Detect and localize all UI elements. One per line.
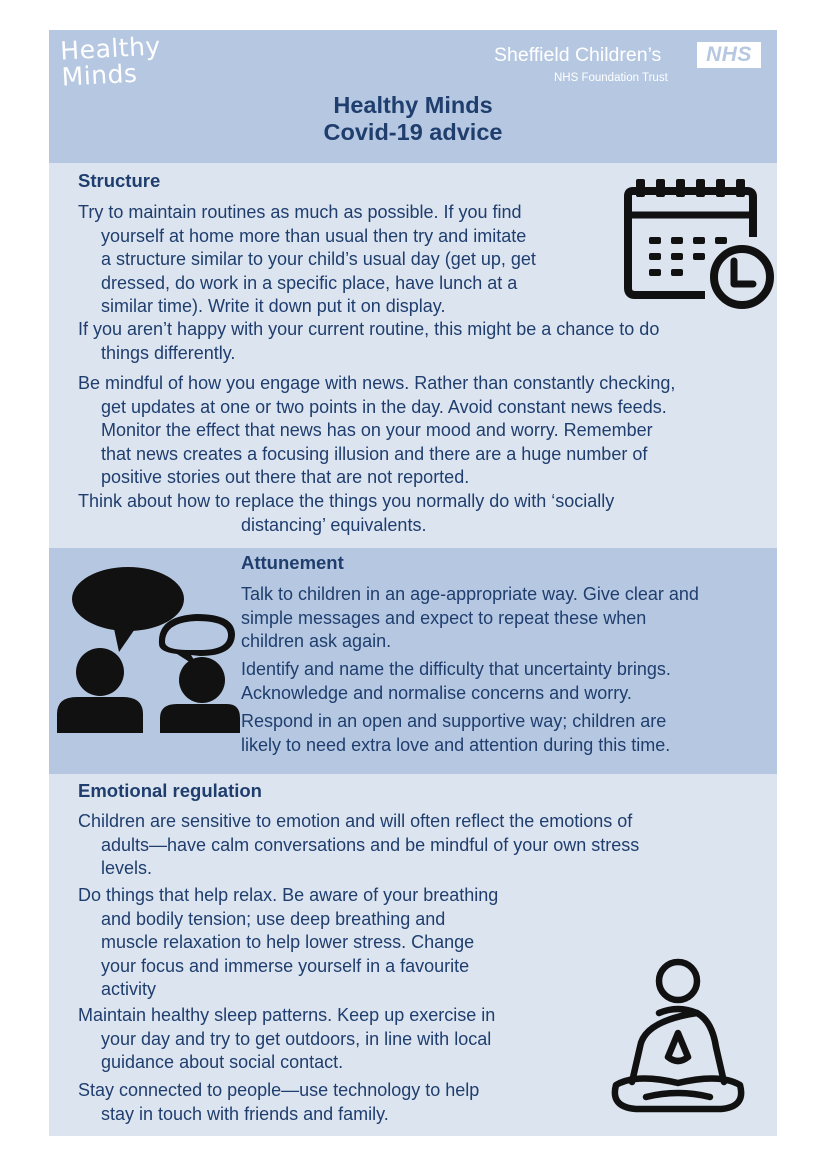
text-line: Children are sensitive to emotion and will often reflect the emotions of bbox=[78, 811, 633, 831]
structure-paragraph-2 bbox=[78, 318, 659, 365]
text-line: positive stories out there that are not reported. bbox=[101, 467, 470, 487]
leaflet-page bbox=[49, 30, 777, 1136]
text-line: children ask again. bbox=[241, 631, 392, 651]
text-line: Respond in an open and supportive way; children are bbox=[241, 711, 667, 731]
text-line: muscle relaxation to help lower stress. Change bbox=[101, 932, 475, 952]
calendar-clock-icon bbox=[623, 167, 773, 312]
structure-section bbox=[49, 163, 777, 548]
text-line: Try to maintain routines as much as possible. If you find bbox=[78, 202, 522, 222]
trust-name: Sheffield Children’s bbox=[494, 44, 662, 66]
nhs-logo: NHS bbox=[697, 42, 761, 68]
text-line: distancing’ equivalents. bbox=[241, 514, 427, 535]
text-line: Stay connected to people—use technology to help bbox=[78, 1080, 480, 1100]
text-line: Maintain healthy sleep patterns. Keep up exercise in bbox=[78, 1005, 496, 1025]
healthy-minds-logo bbox=[60, 33, 163, 90]
text-line: things differently. bbox=[101, 342, 236, 363]
text-line: guidance about social contact. bbox=[101, 1052, 344, 1072]
text-line: stay in touch with friends and family. bbox=[101, 1103, 389, 1124]
text-line: a structure similar to your child’s usual day (get up, get bbox=[101, 249, 536, 269]
text-line: Do things that help relax. Be aware of your breathing bbox=[78, 885, 499, 905]
text-line: your focus and immerse yourself in a favourite bbox=[101, 955, 470, 976]
page-title bbox=[49, 92, 777, 146]
structure-paragraph-3 bbox=[78, 372, 675, 490]
emotional-paragraph-2 bbox=[78, 884, 498, 1002]
meditation-icon bbox=[606, 957, 751, 1127]
text-line: yourself at home more than usual then try and imitate bbox=[101, 225, 527, 246]
attunement-heading: Attunement bbox=[241, 552, 344, 573]
structure-heading: Structure bbox=[78, 170, 161, 191]
text-line: Be mindful of how you engage with news. Rather than constantly checking, bbox=[78, 373, 676, 393]
text-line: and bodily tension; use deep breathing and bbox=[101, 908, 446, 929]
trust-subtitle: NHS Foundation Trust bbox=[554, 72, 668, 84]
logo-line-1: Healthy bbox=[59, 31, 162, 66]
text-line: get updates at one or two points in the day. Avoid constant news feeds. bbox=[101, 396, 667, 417]
attunement-paragraph-2 bbox=[241, 658, 671, 705]
logo-line-2: Minds bbox=[60, 58, 139, 92]
structure-paragraph-1 bbox=[78, 201, 536, 319]
text-line: activity bbox=[101, 979, 157, 999]
attunement-paragraph-1 bbox=[241, 583, 699, 654]
emotional-paragraph-3 bbox=[78, 1004, 495, 1075]
text-line: Identify and name the difficulty that uncertainty brings. bbox=[241, 659, 671, 679]
emotional-paragraph-4 bbox=[78, 1079, 479, 1126]
title-line-1: Healthy Minds bbox=[333, 92, 493, 118]
conversation-icon bbox=[55, 564, 240, 736]
text-line: your day and try to get outdoors, in line with local bbox=[101, 1028, 492, 1049]
header-band bbox=[49, 30, 777, 163]
text-line: levels. bbox=[101, 858, 153, 878]
emotional-regulation-section bbox=[49, 774, 777, 1136]
emotional-paragraph-1 bbox=[78, 810, 639, 881]
text-line: adults—have calm conversations and be mindful of your own stress bbox=[101, 834, 640, 855]
text-line: Think about how to replace the things you normally do with ‘socially bbox=[78, 491, 615, 511]
text-line: dressed, do work in a specific place, have lunch at a bbox=[101, 272, 518, 293]
attunement-paragraph-3 bbox=[241, 710, 670, 757]
text-line: likely to need extra love and attention during this time. bbox=[241, 734, 671, 755]
text-line: If you aren’t happy with your current routine, this might be a chance to do bbox=[78, 319, 660, 339]
title-line-2: Covid-19 advice bbox=[323, 119, 503, 145]
structure-paragraph-4 bbox=[78, 490, 614, 537]
text-line: Monitor the effect that news has on your mood and worry. Remember bbox=[101, 420, 653, 440]
text-line: that news creates a focusing illusion and there are a huge number of bbox=[101, 443, 648, 464]
emotional-regulation-heading: Emotional regulation bbox=[78, 780, 262, 801]
text-line: simple messages and expect to repeat these when bbox=[241, 607, 647, 628]
attunement-section bbox=[49, 548, 777, 774]
text-line: Talk to children in an age-appropriate way. Give clear and bbox=[241, 584, 699, 604]
text-line: Acknowledge and normalise concerns and worry. bbox=[241, 682, 632, 703]
text-line: similar time). Write it down put it on display. bbox=[101, 296, 446, 316]
